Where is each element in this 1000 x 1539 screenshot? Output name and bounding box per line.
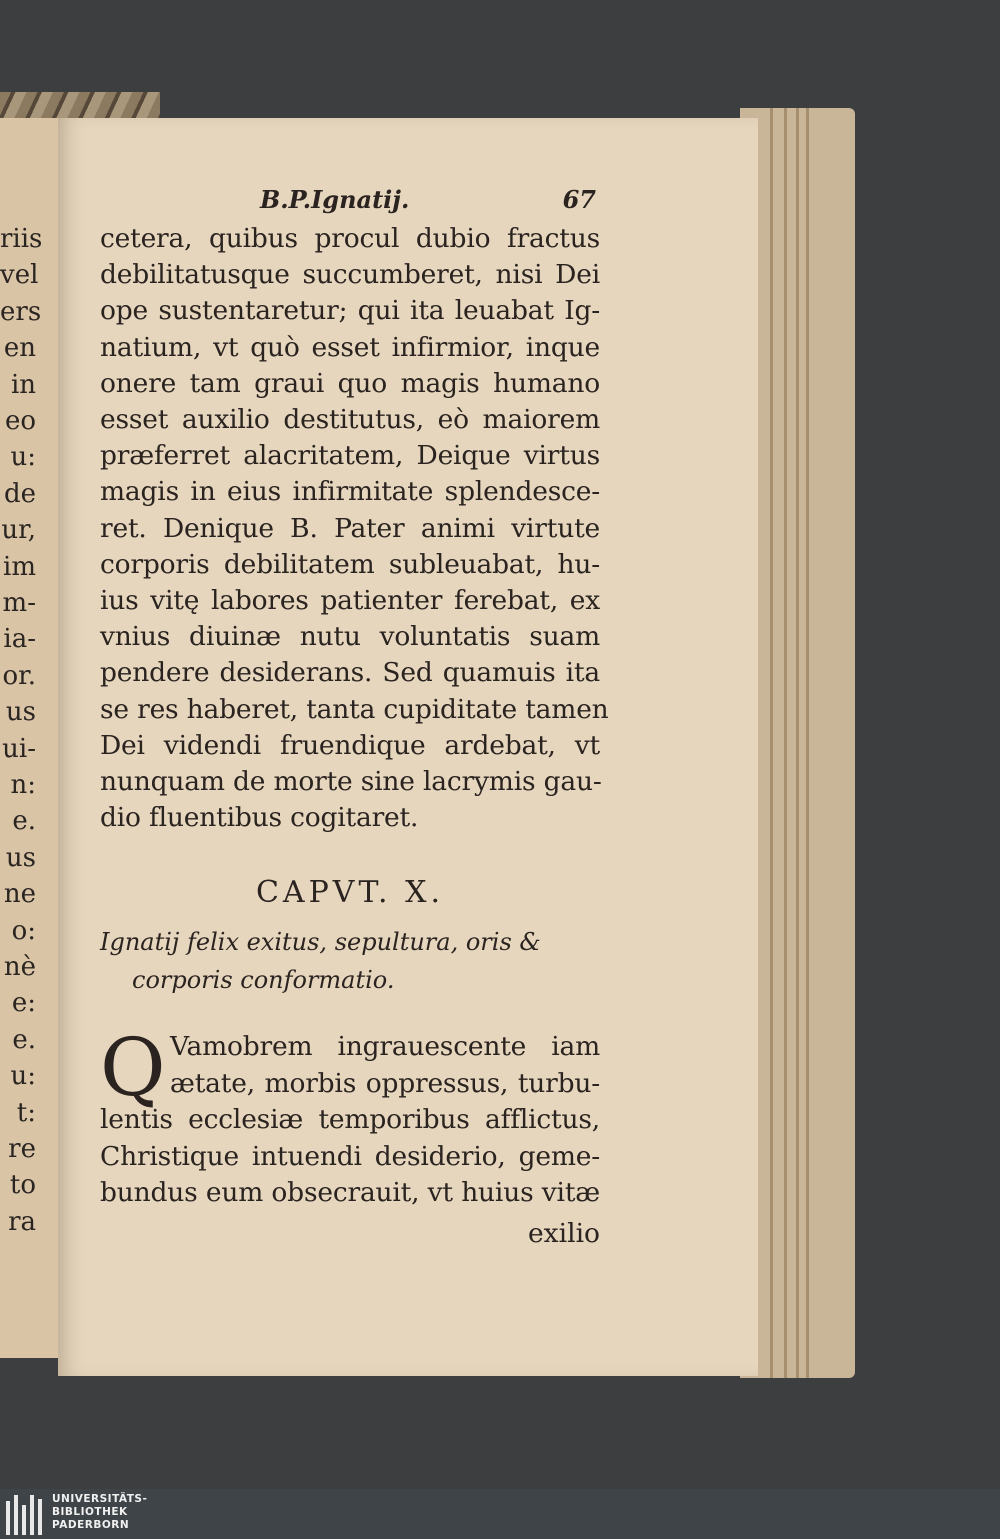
library-logo-icon xyxy=(6,1493,46,1535)
left-page-fragment: ra xyxy=(8,1206,36,1237)
left-page-fragment: e. xyxy=(12,806,36,837)
left-page-fragment: e: xyxy=(11,988,36,1019)
left-page-fragment: o: xyxy=(11,915,36,946)
left-page-fragment: riis xyxy=(0,224,43,254)
library-name-line: PADERBORN xyxy=(52,1519,130,1531)
text-line: esset auxilio destitutus, eò maiorem xyxy=(100,404,600,435)
chapter-subtitle-line: Ignatij felix exitus, sepultura, oris & xyxy=(100,928,541,956)
library-name-line: UNIVERSITÄTS- xyxy=(52,1493,148,1505)
chapter-subtitle-line: corporis conformatio. xyxy=(132,966,395,994)
page-number: 67 xyxy=(562,185,596,214)
text-line: ætate, morbis oppressus, turbu- xyxy=(170,1067,600,1099)
library-name xyxy=(52,1493,147,1532)
left-page-fragment: ui- xyxy=(2,733,36,764)
text-line: ius vitę labores patienter ferebat, ex xyxy=(100,585,600,616)
text-line: ret. Denique B. Pater animi virtute xyxy=(100,512,600,544)
text-line: onere tam graui quo magis humano xyxy=(100,367,600,399)
left-page-fragment: or. xyxy=(2,660,36,691)
left-page-fragment: to xyxy=(9,1170,36,1201)
text-line: vnius diuinæ nutu voluntatis suam xyxy=(100,621,600,653)
text-line: lentis ecclesiæ temporibus afflictus, xyxy=(100,1104,600,1135)
text-line: nunquam de morte sine lacrymis gau- xyxy=(100,766,602,797)
text-line: ope sustentaretur; qui ita leuabat Ig- xyxy=(100,295,600,327)
chapter-heading: CAPVT. X. xyxy=(255,875,445,910)
left-page-fragment: de xyxy=(3,478,36,509)
left-page-fragment: im xyxy=(3,551,36,582)
left-page-fragment: m- xyxy=(2,588,36,618)
text-line: dio fluentibus cogitaret. xyxy=(100,802,419,834)
left-page-fragment: ne xyxy=(3,879,36,910)
left-page-fragment: ers xyxy=(0,296,42,327)
catchword: exilio xyxy=(527,1218,600,1249)
left-page-fragment: ur, xyxy=(1,515,36,546)
left-page-fragment: en xyxy=(3,333,36,364)
text-line: præferret alacritatem, Deique virtus xyxy=(100,440,600,472)
left-page-fragment: n: xyxy=(10,770,36,800)
text-line: pendere desiderans. Sed quamuis ita xyxy=(100,657,600,689)
text-line: Vamobrem ingrauescente iam xyxy=(170,1031,600,1062)
left-page-fragment: in xyxy=(10,369,36,400)
left-page-fragment: vel xyxy=(0,260,39,291)
left-page-fragment: t: xyxy=(16,1097,36,1128)
library-name-line: BIBLIOTHEK xyxy=(52,1506,128,1518)
text-line: bundus eum obsecrauit, vt huius vitæ xyxy=(100,1177,600,1208)
text-line: cetera, quibus procul dubio fractus xyxy=(100,223,600,254)
library-footer xyxy=(0,1489,1000,1539)
left-page-fragment: ia- xyxy=(3,624,36,655)
drop-capital: Q xyxy=(100,1021,166,1114)
left-page-fragment: eo xyxy=(4,406,36,436)
text-line: Dei videndi fruendique ardebat, vt xyxy=(100,729,600,761)
text-line: se res haberet, tanta cupiditate tamen xyxy=(100,693,609,725)
text-line: magis in eius infirmitate splendesce- xyxy=(100,476,600,508)
running-head: B.P.Ignatij. xyxy=(260,185,410,214)
text-line: corporis debilitatem subleuabat, hu- xyxy=(100,548,600,580)
left-page-fragment: u: xyxy=(10,442,36,473)
text-line: Christique intuendi desiderio, geme- xyxy=(100,1140,600,1172)
left-page-fragment: us xyxy=(5,697,36,728)
left-page-fragment: re xyxy=(8,1134,36,1164)
text-line: natium, vt quò esset infirmior, inque xyxy=(100,331,600,363)
text-line: debilitatusque succumberet, nisi Dei xyxy=(100,259,600,291)
left-page xyxy=(0,118,62,1358)
left-page-fragment: nè xyxy=(3,952,36,982)
left-page-fragment: e. xyxy=(12,1024,36,1055)
left-page-fragment: us xyxy=(5,842,36,873)
left-page-fragment: u: xyxy=(10,1061,36,1092)
